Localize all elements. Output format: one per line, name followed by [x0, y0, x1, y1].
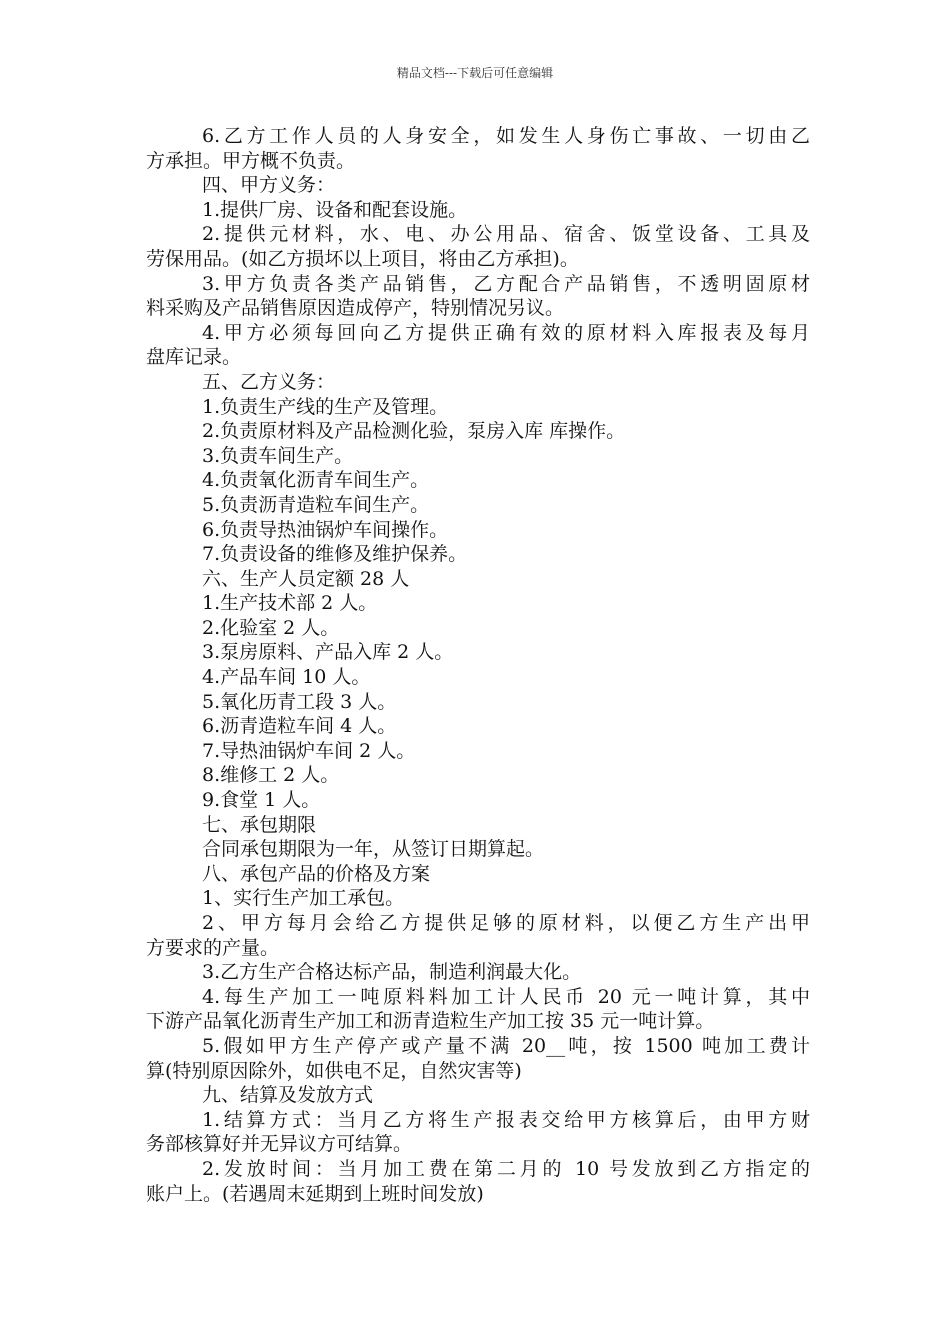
text-line: 8.维修工 2 人。 [202, 764, 340, 787]
text-line: 五、乙方义务： [202, 370, 336, 393]
text-line: 算(特别原因除外，如供电不足，自然灾害等) [146, 1059, 522, 1082]
document-body [146, 124, 810, 1206]
text-line: 方承担。甲方概不负责。 [146, 149, 356, 172]
page-header: 精品文档---下载后可任意编辑 [396, 66, 554, 80]
text-line: 3.乙方生产合格达标产品，制造利润最大化。 [202, 961, 582, 984]
text-line: 1.负责生产线的生产及管理。 [202, 395, 449, 418]
text-line: 劳保用品。(如乙方损坏以上项目，将由乙方承担)。 [146, 247, 579, 270]
text-line: 1.结算方式：当月乙方将生产报表交给甲方核算后，由甲方财 [202, 1108, 810, 1131]
text-line: 4.产品车间 10 人。 [202, 666, 371, 689]
text-line: 1.生产技术部 2 人。 [202, 592, 378, 615]
text-line: 6.负责导热油锅炉车间操作。 [202, 518, 449, 541]
text-line: 6.乙方工作人员的人身安全，如发生人身伤亡事故、一切由乙 [202, 125, 810, 147]
text-line: 3.甲方负责各类产品销售，乙方配合产品销售，不透明固原材 [202, 272, 810, 295]
text-line: 1、实行生产加工承包。 [202, 887, 405, 910]
text-line: 5.假如甲方生产停产或产量不满 20__吨，按 1500 吨加工费计 [202, 1034, 810, 1057]
text-line: 账户上。(若遇周末延期到上班时间发放) [146, 1182, 484, 1205]
text-line: 7.负责设备的维修及维护保养。 [202, 543, 468, 566]
text-line: 4.甲方必须每回向乙方提供正确有效的原材料入库报表及每月 [202, 321, 810, 344]
text-line: 2.化验室 2 人。 [202, 616, 340, 639]
text-line: 3.负责车间生产。 [202, 444, 354, 467]
text-line: 6.沥青造粒车间 4 人。 [202, 715, 397, 738]
text-line: 2.发放时间：当月加工费在第二月的 10 号发放到乙方指定的 [202, 1157, 810, 1180]
text-line: 料采购及产品销售原因造成停产，特别情况另议。 [146, 297, 565, 320]
text-line: 六、生产人员定额 28 人 [202, 567, 410, 590]
text-line: 4.每生产加工一吨原料料加工计人民币 20 元一吨计算，其中 [202, 985, 810, 1008]
text-line: 合同承包期限为一年，从签订日期算起。 [202, 838, 545, 861]
text-line: 5.氧化历青工段 3 人。 [202, 690, 397, 713]
text-line: 1.提供厂房、设备和配套设施。 [202, 198, 468, 221]
text-line: 4.负责氧化沥青车间生产。 [202, 469, 430, 492]
text-line: 2、甲方每月会给乙方提供足够的原材料，以便乙方生产出甲 [202, 912, 810, 934]
text-line: 2.提供元材料，水、电、办公用品、宿舍、饭堂设备、工具及 [202, 223, 810, 246]
text-line: 方要求的产量。 [146, 936, 280, 959]
text-line: 四、甲方义务： [202, 174, 336, 197]
text-line: 八、承包产品的价格及方案 [202, 862, 431, 885]
text-line: 5.负责沥青造粒车间生产。 [202, 493, 430, 516]
text-line: 盘库记录。 [146, 346, 242, 369]
text-line: 2.负责原材料及产品检测化验，泵房入库 库操作。 [202, 420, 626, 443]
text-line: 下游产品氧化沥青生产加工和沥青造粒生产加工按 35 元一吨计算。 [146, 1010, 715, 1033]
text-line: 七、承包期限 [202, 813, 317, 836]
text-line: 九、结算及发放方式 [202, 1084, 374, 1107]
text-line: 7.导热油锅炉车间 2 人。 [202, 739, 416, 762]
text-line: 9.食堂 1 人。 [202, 789, 321, 812]
text-line: 务部核算好并无异议方可结算。 [146, 1133, 413, 1156]
text-line: 3.泵房原料、产品入库 2 人。 [202, 641, 454, 664]
